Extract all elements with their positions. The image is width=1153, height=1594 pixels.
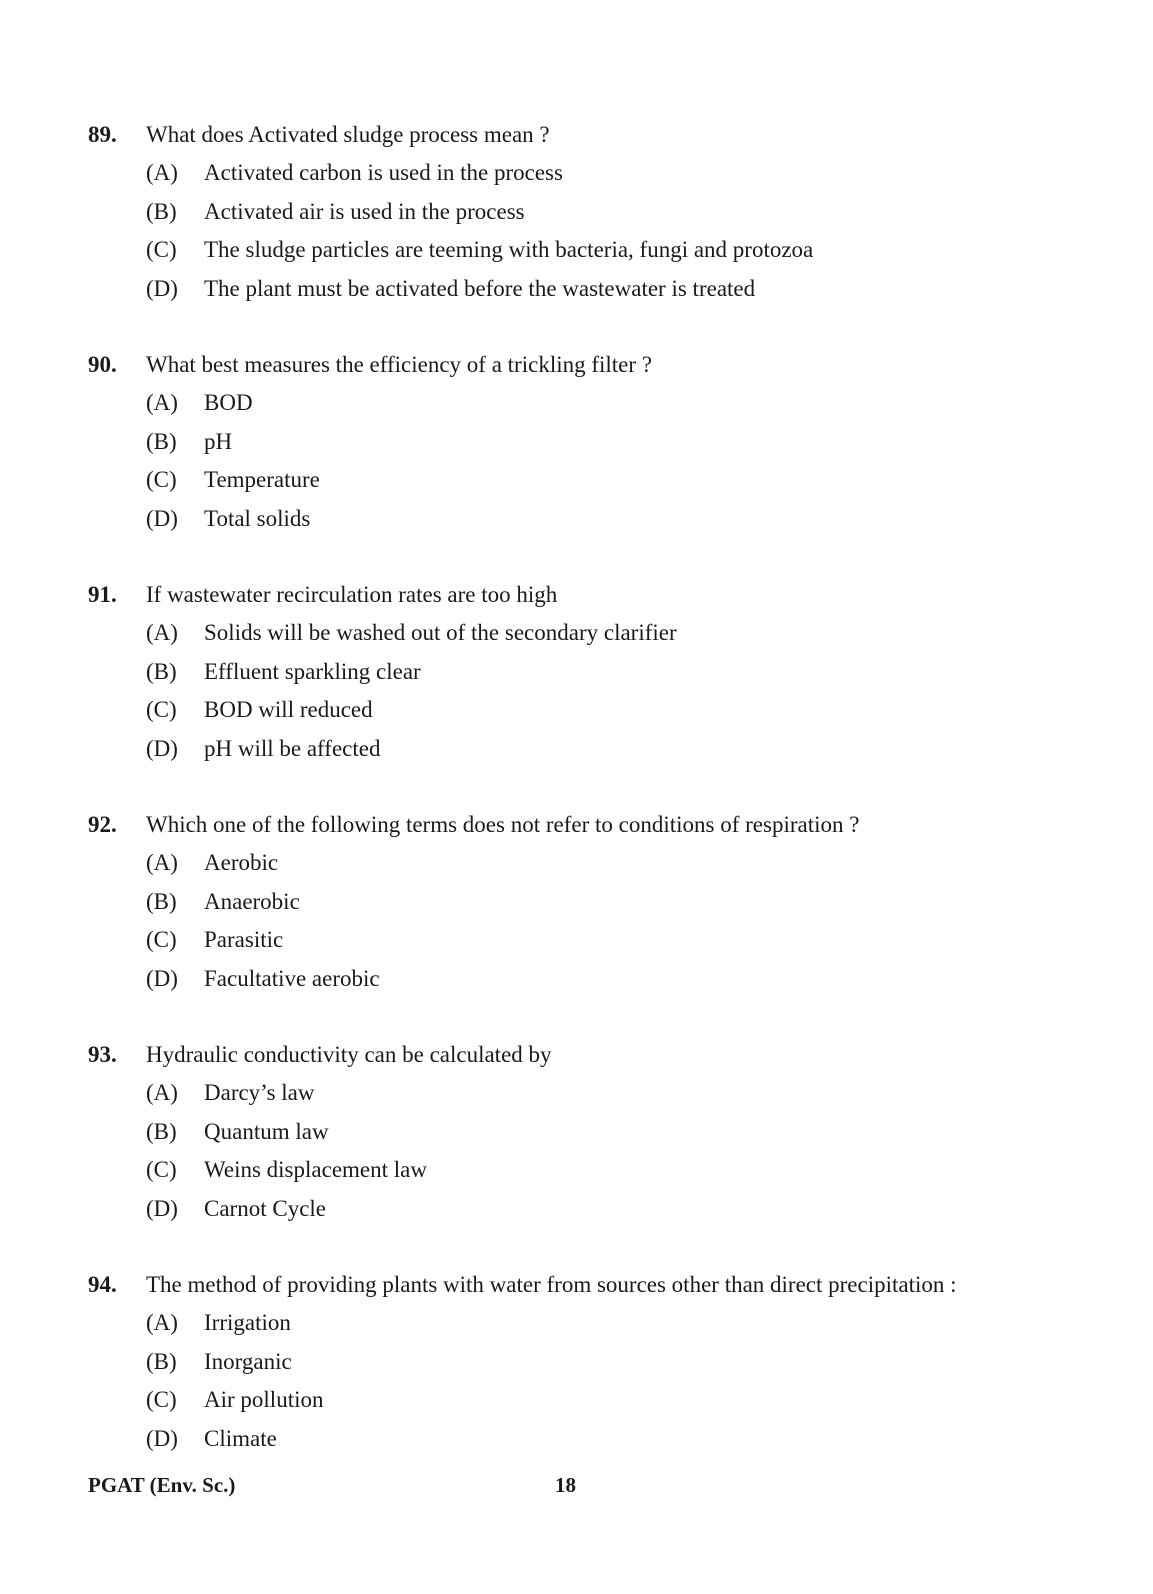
question-header: [88, 1036, 1128, 1074]
option-c: [88, 1151, 1128, 1190]
question-number: 94.: [88, 1272, 117, 1297]
option-text: Quantum law: [204, 1118, 329, 1144]
options-list: [88, 1074, 1128, 1228]
option-a: [88, 844, 1128, 883]
question-number: 91.: [88, 582, 117, 607]
option-d: [88, 270, 1128, 309]
option-a: [88, 154, 1128, 193]
option-d: [88, 500, 1128, 539]
options-list: [88, 384, 1128, 538]
option-d: [88, 730, 1128, 769]
option-text: pH will be affected: [204, 735, 381, 761]
question-89: [88, 116, 1128, 308]
option-letter: (D): [146, 505, 178, 531]
question-text: The method of providing plants with water from sources other than direct precipitation :: [146, 1272, 957, 1297]
option-text: Anaerobic: [204, 888, 300, 914]
option-letter: (A): [146, 160, 178, 185]
options-list: [88, 154, 1128, 308]
option-letter: (A): [146, 390, 178, 415]
question-91: [88, 576, 1128, 768]
option-a: [88, 384, 1128, 423]
question-number: 90.: [88, 352, 117, 377]
option-text: Activated air is used in the process: [204, 198, 525, 224]
option-a: [88, 1304, 1128, 1343]
option-c: [88, 1381, 1128, 1420]
question-header: [88, 346, 1128, 384]
option-letter: (C): [146, 237, 177, 262]
question-text: Which one of the following terms does not refer to conditions of respiration ?: [146, 812, 860, 837]
options-list: [88, 614, 1128, 768]
option-a: [88, 1074, 1128, 1113]
question-text: Hydraulic conductivity can be calculated by: [146, 1042, 552, 1067]
option-d: [88, 960, 1128, 999]
option-text: Weins displacement law: [204, 1157, 427, 1182]
option-text: Temperature: [204, 467, 320, 492]
option-b: [88, 1113, 1128, 1152]
option-b: [88, 423, 1128, 462]
option-d: [88, 1190, 1128, 1229]
footer-exam-code: PGAT (Env. Sc.): [88, 1473, 236, 1497]
option-text: Aerobic: [204, 850, 279, 875]
option-letter: (C): [146, 1387, 177, 1412]
option-text: Parasitic: [204, 927, 284, 952]
option-letter: (D): [146, 735, 178, 761]
option-text: Darcy’s law: [204, 1080, 315, 1105]
option-c: [88, 921, 1128, 960]
option-letter: (C): [146, 1157, 177, 1182]
option-letter: (D): [146, 275, 178, 301]
question-94: [88, 1266, 1128, 1458]
question-text: If wastewater recirculation rates are too high: [146, 582, 558, 607]
question-header: [88, 806, 1128, 844]
question-93: [88, 1036, 1128, 1228]
options-list: [88, 844, 1128, 998]
question-90: [88, 346, 1128, 538]
option-text: Solids will be washed out of the secondary clarifier: [204, 620, 677, 645]
option-letter: (D): [146, 965, 178, 991]
option-letter: (A): [146, 620, 178, 645]
option-text: The sludge particles are teeming with bacteria, fungi and protozoa: [204, 237, 814, 262]
option-letter: (B): [146, 1348, 177, 1374]
option-a: [88, 614, 1128, 653]
option-c: [88, 461, 1128, 500]
option-text: Effluent sparkling clear: [204, 658, 421, 684]
option-text: BOD: [204, 390, 253, 415]
option-letter: (B): [146, 888, 177, 914]
question-number: 89.: [88, 122, 117, 147]
option-text: Activated carbon is used in the process: [204, 160, 563, 185]
option-b: [88, 883, 1128, 922]
option-letter: (A): [146, 850, 178, 875]
option-text: Facultative aerobic: [204, 965, 380, 991]
question-header: [88, 116, 1128, 154]
question-92: [88, 806, 1128, 998]
option-text: Air pollution: [204, 1387, 324, 1412]
option-letter: (C): [146, 927, 177, 952]
question-text: What does Activated sludge process mean ?: [146, 122, 550, 147]
question-text: What best measures the efficiency of a trickling filter ?: [146, 352, 652, 377]
option-text: Inorganic: [204, 1348, 292, 1374]
question-number: 93.: [88, 1042, 117, 1067]
option-d: [88, 1420, 1128, 1459]
option-text: Climate: [204, 1425, 277, 1451]
option-letter: (D): [146, 1195, 178, 1221]
option-letter: (D): [146, 1425, 178, 1451]
option-text: pH: [204, 428, 233, 454]
option-letter: (B): [146, 1118, 177, 1144]
option-letter: (A): [146, 1310, 178, 1335]
option-text: The plant must be activated before the wastewater is treated: [204, 275, 756, 301]
option-letter: (A): [146, 1080, 178, 1105]
option-text: BOD will reduced: [204, 697, 373, 722]
option-letter: (B): [146, 428, 177, 454]
option-c: [88, 231, 1128, 270]
question-header: [88, 1266, 1128, 1304]
option-c: [88, 691, 1128, 730]
option-text: Irrigation: [204, 1310, 291, 1335]
option-b: [88, 1343, 1128, 1382]
question-number: 92.: [88, 812, 117, 837]
option-text: Total solids: [204, 505, 311, 531]
option-letter: (B): [146, 198, 177, 224]
option-letter: (C): [146, 467, 177, 492]
option-b: [88, 653, 1128, 692]
option-b: [88, 193, 1128, 232]
page-number: 18: [555, 1473, 576, 1497]
option-letter: (C): [146, 697, 177, 722]
option-letter: (B): [146, 658, 177, 684]
options-list: [88, 1304, 1128, 1458]
question-header: [88, 576, 1128, 614]
option-text: Carnot Cycle: [204, 1195, 326, 1221]
